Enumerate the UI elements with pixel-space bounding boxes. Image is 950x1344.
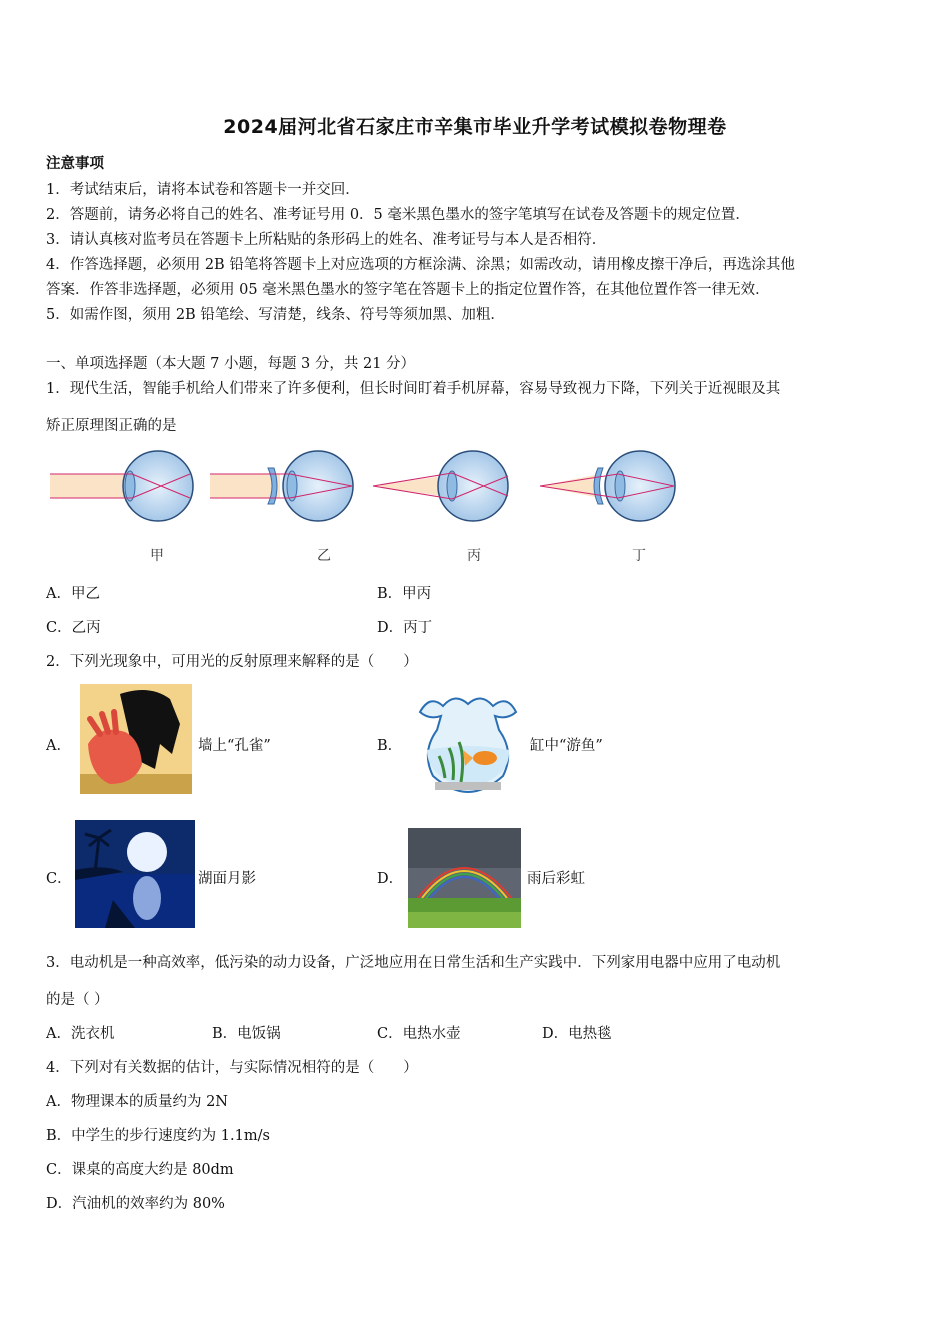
- q3-stem-cont: 的是（ ）: [46, 992, 109, 1008]
- fig-label-bing: 丙: [467, 548, 481, 564]
- q2-option-b-letter[interactable]: B．: [377, 738, 403, 754]
- q3-option-c[interactable]: C．电热水壶: [377, 1026, 461, 1042]
- eye-diagram-bing: [373, 451, 508, 521]
- eye-diagram-yi: [210, 451, 353, 521]
- q4-option-c[interactable]: C．课桌的高度大约是 80dm: [46, 1162, 234, 1178]
- q2-option-d-caption: 雨后彩虹: [527, 871, 585, 887]
- q2-stem: 2．下列光现象中，可用光的反射原理来解释的是（ ）: [46, 654, 418, 670]
- q2-option-b-caption: 缸中“游鱼”: [530, 738, 603, 754]
- q2-option-a-letter[interactable]: A．: [46, 738, 71, 754]
- q4-option-d[interactable]: D．汽油机的效率约为 80%: [46, 1196, 225, 1212]
- q3-option-a[interactable]: A．洗衣机: [46, 1026, 115, 1042]
- fishbowl-image: [415, 690, 521, 794]
- q1-stem-cont: 矫正原理图正确的是: [46, 418, 177, 434]
- shadow-peacock-image: [80, 684, 192, 794]
- eye-diagrams: [40, 440, 700, 530]
- eye-diagram-jia: [50, 451, 193, 521]
- q1-option-d[interactable]: D．丙丁: [377, 620, 433, 636]
- fig-label-ding: 丁: [632, 548, 646, 564]
- rainbow-image: [408, 828, 521, 928]
- q2-option-d-letter[interactable]: D．: [377, 871, 404, 887]
- q3-stem: 3．电动机是一种高效率，低污染的动力设备，广泛地应用在日常生活和生产实践中．下列家用电器中应用了电动机: [46, 955, 781, 971]
- q2-option-a-caption: 墙上“孔雀”: [198, 738, 271, 754]
- q2-option-c-letter[interactable]: C．: [46, 871, 72, 887]
- eye-diagram-ding: [540, 451, 675, 521]
- q2-option-c-caption: 湖面月影: [198, 871, 256, 887]
- q4-stem: 4．下列对有关数据的估计，与实际情况相符的是（ ）: [46, 1060, 418, 1076]
- page-title: 2024届河北省石家庄市辛集市毕业升学考试模拟卷物理卷: [223, 116, 727, 138]
- section-heading: 一、单项选择题（本大题 7 小题，每题 3 分，共 21 分）: [46, 356, 416, 372]
- q4-option-a[interactable]: A．物理课本的质量约为 2N: [46, 1094, 228, 1110]
- notice-heading: 注意事项: [46, 155, 104, 172]
- notice-item: 3．请认真核对监考员在答题卡上所粘贴的条形码上的姓名、准考证号与本人是否相符．: [46, 232, 607, 248]
- q1-option-c[interactable]: C．乙丙: [46, 620, 101, 636]
- lake-moon-image: [75, 820, 195, 928]
- q3-option-d[interactable]: D．电热毯: [542, 1026, 612, 1042]
- fig-label-jia: 甲: [150, 548, 164, 564]
- q1-option-a[interactable]: A．甲乙: [46, 586, 100, 602]
- notice-item: 答案．作答非选择题，必须用 05 毫米黑色墨水的签字笔在答题卡上的指定位置作答，在其他位置作答一律无效．: [46, 282, 770, 298]
- fig-label-yi: 乙: [317, 548, 331, 564]
- notice-item: 4．作答选择题，必须用 2B 铅笔将答题卡上对应选项的方框涂满、涂黑；如需改动，请用橡皮擦干净后，再选涂其他: [46, 257, 795, 273]
- q3-option-b[interactable]: B．电饭锅: [212, 1026, 281, 1042]
- notice-item: 2．答题前，请务必将自己的姓名、准考证号用 0．5 毫米黑色墨水的签字笔填写在试卷及答题卡的规定位置．: [46, 207, 750, 223]
- notice-item: 5．如需作图，须用 2B 铅笔绘、写清楚，线条、符号等须加黑、加粗．: [46, 307, 505, 323]
- q1-option-b[interactable]: B．甲丙: [377, 586, 432, 602]
- q4-option-b[interactable]: B．中学生的步行速度约为 1.1m/s: [46, 1128, 270, 1144]
- q1-stem: 1．现代生活，智能手机给人们带来了许多便利，但长时间盯着手机屏幕，容易导致视力下降，下列关于近视眼及其: [46, 381, 781, 397]
- notice-item: 1．考试结束后，请将本试卷和答题卡一并交回．: [46, 182, 360, 198]
